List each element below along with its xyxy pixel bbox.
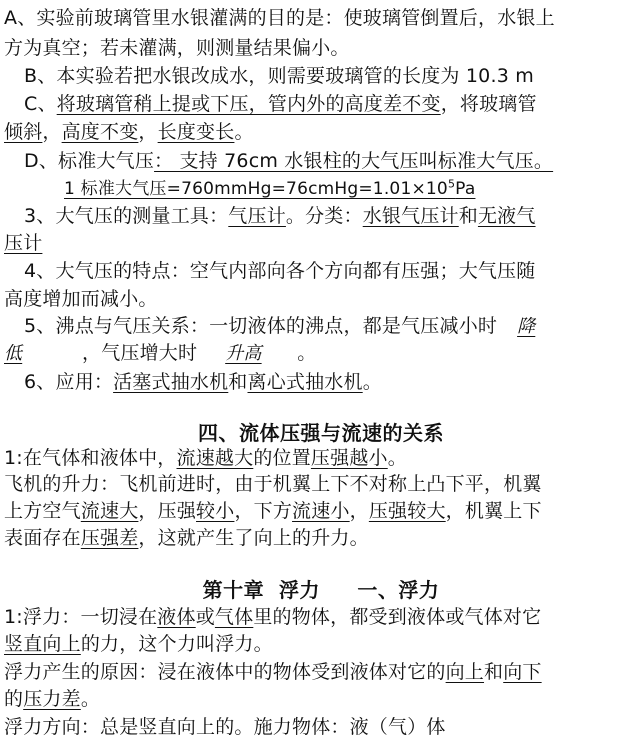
- text-span: ，这就产生了向上的升力。: [138, 527, 369, 549]
- text-span: 的位置: [253, 447, 311, 469]
- text-span: 或: [195, 606, 215, 628]
- underlined-text: 压力差: [23, 688, 81, 710]
- underlined-text: 较小: [196, 500, 235, 522]
- text-span: 。: [297, 342, 317, 364]
- text-span: 表面存在: [4, 527, 81, 549]
- text-span: C、: [24, 93, 57, 115]
- text-span: 标准大气压: [58, 150, 155, 172]
- text-line: 4、大气压的特点：空气内部向各个方向都有压强；大气压随: [24, 260, 536, 282]
- underlined-text: 压强差: [80, 527, 139, 549]
- text-line: [4, 444, 642, 472]
- text-span: ，下方: [234, 500, 293, 522]
- text-line: [24, 312, 642, 341]
- underlined-text: 压强越小: [310, 447, 388, 469]
- text-span: 和: [458, 205, 478, 227]
- formula-line: [64, 174, 642, 203]
- underlined-text: 压计: [4, 232, 43, 254]
- text-line: [4, 685, 642, 713]
- text-line: [4, 339, 642, 368]
- text-line: A、实验前玻璃管里水银灌满的目的是：使玻璃管倒置后，水银上: [4, 7, 555, 29]
- text-span: 1:浮力：一切浸在: [4, 606, 158, 628]
- text-span: 的力，这个力叫浮力。: [80, 633, 273, 655]
- text-span: ，: [42, 121, 62, 143]
- text-span: 和: [228, 371, 248, 393]
- underlined-text: ： 支持 76cm 水银柱的大气压叫标准大气压。: [154, 150, 554, 172]
- handwritten-answer: 降: [517, 316, 536, 337]
- underlined-text: [64, 179, 511, 199]
- underlined-text: 液体: [157, 606, 196, 628]
- text-line: 方为真空；若未灌满，则测量结果偏小。: [4, 37, 350, 59]
- text-line: [24, 368, 642, 396]
- underlined-text: 活塞式抽水机: [113, 371, 229, 393]
- text-span: ，机翼上下: [445, 500, 542, 522]
- underlined-text: 倾斜: [4, 121, 43, 143]
- text-line: B、本实验若把水银改成水，则需要玻璃管的长度为 10.3 m: [24, 65, 534, 87]
- handwritten-answer: 低: [4, 343, 23, 364]
- text-span: ，气压增大时: [82, 342, 198, 364]
- underlined-text: 高度不变: [61, 121, 139, 143]
- text-span: ，将玻璃管: [440, 93, 537, 115]
- text-span: 。: [234, 121, 254, 143]
- formula-unit: Pa: [455, 179, 476, 199]
- handwritten-answer: 升高: [225, 343, 262, 364]
- underlined-text: 长度变长: [157, 121, 235, 143]
- text-line: [4, 630, 642, 658]
- text-line: [4, 603, 642, 631]
- text-line: [24, 202, 642, 230]
- text-span: 3、大气压的测量工具：: [24, 205, 229, 227]
- text-span: D、: [24, 150, 59, 172]
- text-line: [4, 524, 642, 552]
- underlined-text: 向上: [445, 661, 485, 683]
- text-span: 。: [80, 688, 101, 710]
- text-span: 。分类：: [285, 205, 363, 227]
- text-span: 里的物体，都受到液体或气体对它: [253, 606, 542, 628]
- text-line: 高度增加而减小。: [4, 288, 158, 310]
- text-span: 浮力产生的原因：浸在液体中的物体受到液体对它的: [4, 661, 446, 683]
- section-heading: 四、流体压强与流速的关系: [198, 421, 444, 445]
- chapter-heading: 第十章 浮力 一、浮力: [202, 578, 440, 602]
- underlined-text: 将玻璃管稍上提或下压，管内外的高度差不变: [56, 93, 441, 115]
- underlined-text: 流速大: [80, 500, 139, 522]
- text-line: [4, 229, 642, 257]
- text-line: [24, 90, 642, 118]
- underlined-text: 气体: [214, 606, 254, 628]
- text-line: [4, 658, 642, 686]
- text-span: ，: [349, 500, 369, 522]
- underlined-text: 气压计: [228, 205, 286, 227]
- formula-text: 1 标准大气压=760mmHg=76cmHg=1.01×10: [64, 179, 448, 199]
- text-line: [4, 497, 642, 525]
- text-span: 的: [4, 688, 24, 710]
- underlined-text: 流速小: [292, 500, 350, 522]
- underlined-text: 向下: [503, 661, 542, 683]
- text-span: ，: [138, 121, 158, 143]
- fill-in-blank: [4, 339, 82, 368]
- text-line: [4, 118, 642, 146]
- text-span: 。: [362, 371, 382, 393]
- fill-in-blank: [497, 312, 543, 341]
- underlined-text: 流速越大: [176, 447, 254, 469]
- text-line: 飞机的升力：飞机前进时，由于机翼上下不对称上凸下平，机翼: [4, 473, 542, 495]
- underlined-text: 无液气: [477, 205, 536, 227]
- text-span: 和: [484, 661, 504, 683]
- underlined-text: 离心式抽水机: [247, 371, 363, 393]
- underlined-text: 水银气压计: [362, 205, 459, 227]
- text-line: [24, 147, 642, 175]
- text-span: ，压强: [138, 500, 197, 522]
- text-span: 5、沸点与气压关系：一切液体的沸点，都是气压减小时: [24, 315, 498, 337]
- text-span: 。: [387, 447, 407, 469]
- text-span: 上方空气: [4, 500, 81, 522]
- text-span: 1:在气体和液体中，: [4, 447, 177, 469]
- underlined-text: 压强较大: [368, 500, 446, 522]
- text-span: 6、应用：: [24, 371, 114, 393]
- underlined-text: 竖直向上: [4, 633, 81, 655]
- exponent: 5: [447, 177, 456, 191]
- text-line: 浮力方向：总是竖直向上的。施力物体：液（气）体: [4, 716, 446, 736]
- fill-in-blank: [197, 339, 297, 368]
